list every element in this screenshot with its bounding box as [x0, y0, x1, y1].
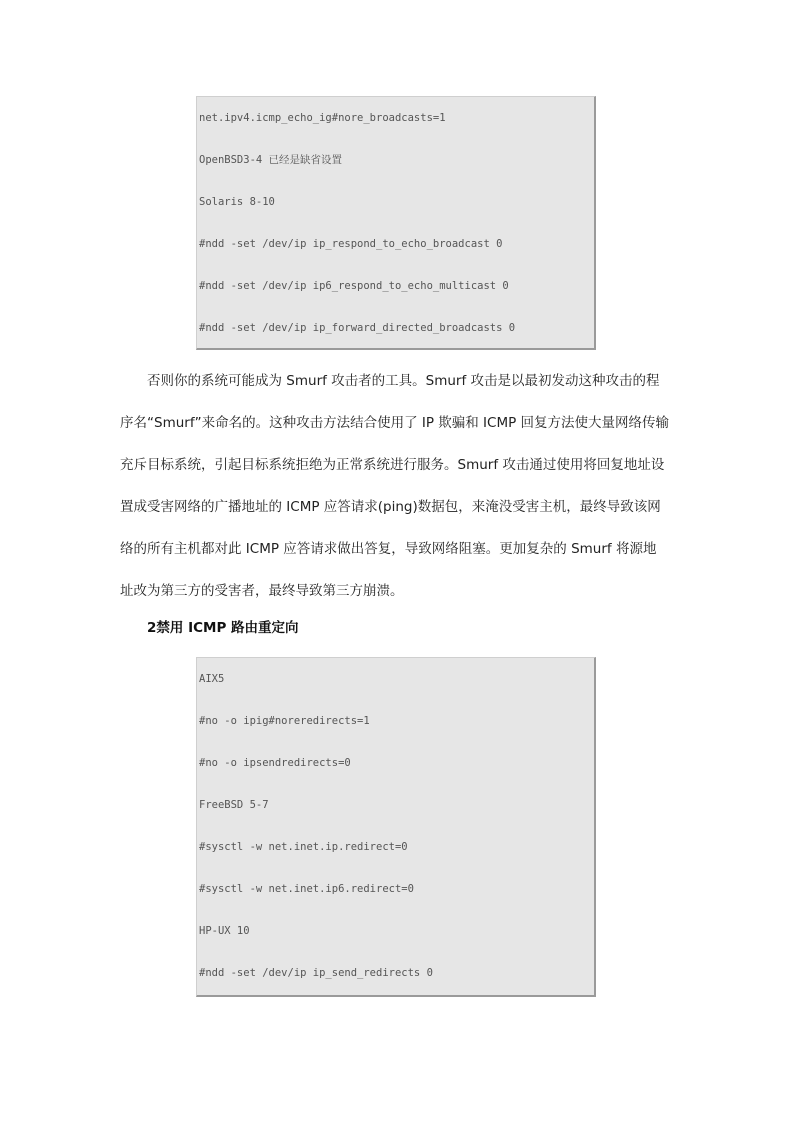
paragraph-line: 否则你的系统可能成为 Smurf 攻击者的工具。Smurf 攻击是以最初发动这种攻击的程	[147, 373, 660, 389]
paragraph-line: 址改为第三方的受害者，最终导致第三方崩溃。	[120, 583, 404, 599]
section-heading: 2禁用 ICMP 路由重定向	[147, 620, 299, 636]
code-line: #no -o ipig#noreredirects=1	[199, 715, 370, 727]
code-line: #ndd -set /dev/ip ip_forward_directed_broadcasts 0	[199, 322, 516, 334]
paragraph-line: 络的所有主机都对此 ICMP 应答请求做出答复，导致网络阻塞。更加复杂的 Smurf 将源地	[120, 541, 657, 557]
paragraph-line: 序名“Smurf”来命名的。这种攻击方法结合使用了 IP 欺骗和 ICMP 回复方法使大量网络传输	[120, 415, 670, 431]
code-line: FreeBSD 5-7	[199, 799, 269, 811]
paragraph-line: 置成受害网络的广播地址的 ICMP 应答请求(ping)数据包，来淹没受害主机，最终导致该网	[120, 499, 661, 515]
paragraph-line: 充斥目标系统，引起目标系统拒绝为正常系统进行服务。Smurf 攻击通过使用将回复地址设	[120, 457, 665, 473]
code-line: #ndd -set /dev/ip ip6_respond_to_echo_multicast 0	[199, 280, 509, 292]
code-line: #sysctl -w net.inet.ip.redirect=0	[199, 841, 408, 853]
code-block-2	[196, 657, 596, 997]
code-line: #sysctl -w net.inet.ip6.redirect=0	[199, 883, 414, 895]
code-line: #ndd -set /dev/ip ip_send_redirects 0	[199, 967, 433, 979]
code-line: #no -o ipsendredirects=0	[199, 757, 351, 769]
code-line: net.ipv4.icmp_echo_ig#nore_broadcasts=1	[199, 112, 446, 124]
code-block-1	[196, 96, 596, 350]
code-line: #ndd -set /dev/ip ip_respond_to_echo_broadcast 0	[199, 238, 503, 250]
body-paragraph	[120, 372, 676, 602]
code-line: AIX5	[199, 673, 225, 685]
code-line: HP-UX 10	[199, 925, 250, 937]
code-line: OpenBSD3-4 已经是缺省设置	[199, 154, 343, 166]
code-line: Solaris 8-10	[199, 196, 275, 208]
